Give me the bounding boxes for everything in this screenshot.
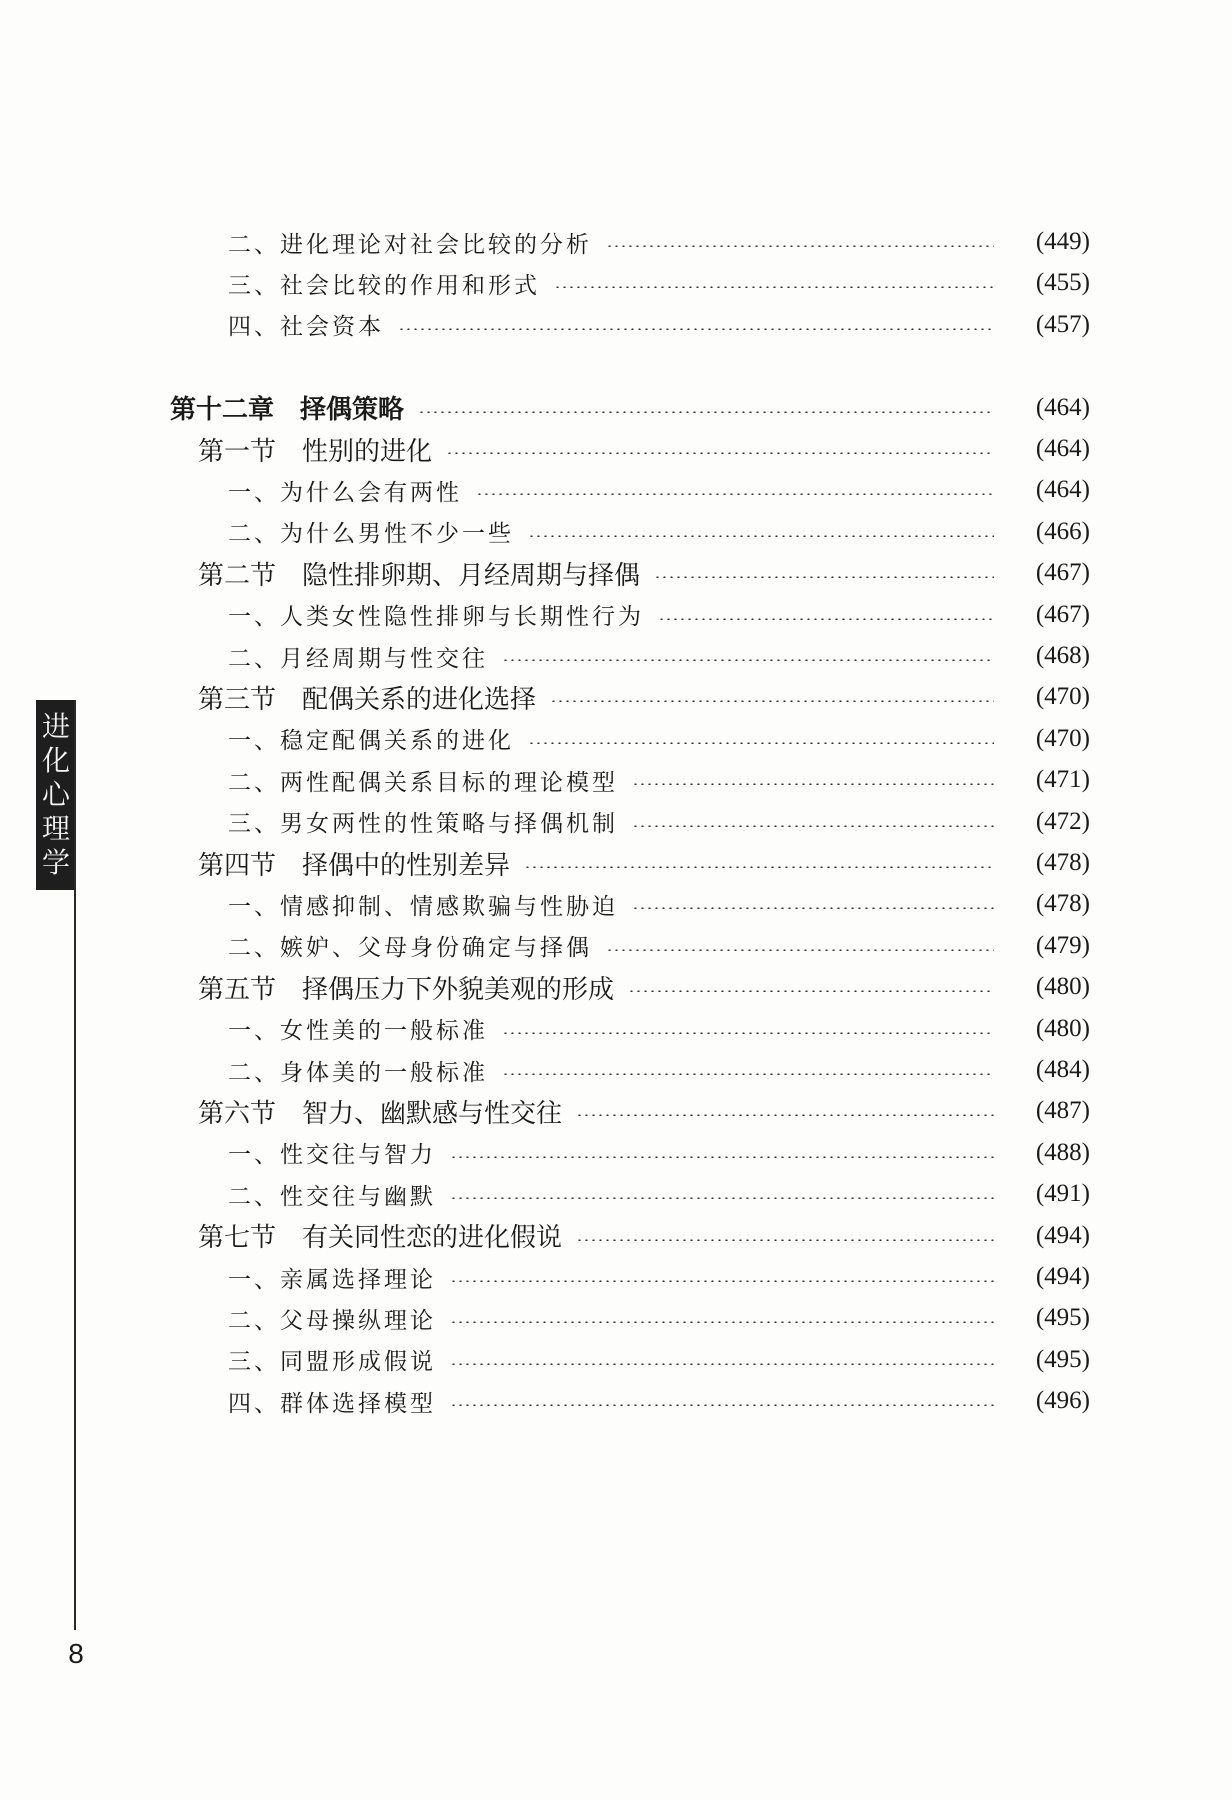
dot-leader <box>632 825 994 827</box>
toc-entry-title: 一、性交往与智力 <box>228 1142 436 1169</box>
toc-entry-item <box>170 1340 1090 1380</box>
toc-entry-page: (471) <box>1035 766 1090 794</box>
toc-entry-item <box>170 802 1090 842</box>
toc-entry-item <box>170 1381 1090 1421</box>
margin-rule <box>74 700 76 1630</box>
toc-entry-page: (480) <box>1035 973 1090 1001</box>
toc-entry-title: 三、男女两性的性策略与择偶机制 <box>228 811 618 838</box>
toc-entry-title: 二、父母操纵理论 <box>228 1307 436 1334</box>
toc-entry-section <box>170 967 1090 1007</box>
toc-entry-page: (495) <box>1035 1304 1090 1332</box>
book-title-char: 化 <box>41 744 70 777</box>
toc-entry-page: (464) <box>1035 435 1090 462</box>
dot-leader <box>450 1280 994 1282</box>
dot-leader <box>450 1363 994 1365</box>
dot-leader <box>654 576 994 578</box>
dot-leader <box>524 866 994 868</box>
toc-entry-item <box>170 1133 1090 1173</box>
toc-entry-title: 第十二章 择偶策略 <box>170 395 405 426</box>
toc-entry-title: 一、女性美的一般标准 <box>228 1018 488 1045</box>
toc-entry-page: (479) <box>1035 931 1090 959</box>
toc-entry-item <box>170 1050 1090 1090</box>
dot-leader <box>450 1197 994 1199</box>
toc-entry-item <box>170 595 1090 635</box>
toc-entry-title: 二、嫉妒、父母身份确定与择偶 <box>228 935 592 962</box>
toc-entry-page: (466) <box>1035 517 1090 545</box>
book-title-char: 学 <box>41 846 70 879</box>
toc-entry-page: (449) <box>1035 228 1090 255</box>
toc-entry-page: (470) <box>1035 683 1090 711</box>
toc-entry-title: 四、群体选择模型 <box>228 1390 436 1417</box>
toc-entry-title: 一、为什么会有两性 <box>228 479 462 506</box>
toc-entry-title: 一、稳定配偶关系的进化 <box>228 728 514 755</box>
toc-entry-title: 三、同盟形成假说 <box>228 1349 436 1376</box>
book-title-char: 进 <box>41 710 70 743</box>
dot-leader <box>502 1032 994 1034</box>
toc-entry-section <box>170 1091 1090 1131</box>
toc-entry-page: (487) <box>1035 1097 1090 1125</box>
toc-entry-page: (488) <box>1035 1138 1090 1166</box>
dot-leader <box>450 1321 994 1323</box>
toc-entry-page: (472) <box>1035 807 1090 835</box>
toc-entry-title: 二、性交往与幽默 <box>228 1183 436 1210</box>
toc-entry-title: 二、月经周期与性交往 <box>228 645 488 672</box>
toc-entry-item <box>170 512 1090 552</box>
toc-entry-item <box>170 884 1090 924</box>
toc-entry-page: (455) <box>1035 269 1090 297</box>
book-title-char: 理 <box>41 812 70 845</box>
toc-entry-item <box>170 263 1090 303</box>
book-title-char: 心 <box>41 778 70 811</box>
dot-leader <box>528 742 994 744</box>
toc-entry-item <box>170 1009 1090 1049</box>
toc-entry-title: 二、进化理论对社会比较的分析 <box>228 231 592 258</box>
toc-entry-title: 第一节 性别的进化 <box>198 436 433 467</box>
toc-entry-item <box>170 222 1090 262</box>
toc-entry-page: (470) <box>1035 724 1090 752</box>
dot-leader <box>554 286 994 288</box>
toc-entry-page: (480) <box>1035 1014 1090 1042</box>
dot-leader <box>418 411 994 413</box>
dot-leader <box>632 907 994 909</box>
toc-entry-page: (457) <box>1035 310 1090 338</box>
toc-entry-title: 二、为什么男性不少一些 <box>228 521 514 548</box>
toc-entry-title: 三、社会比较的作用和形式 <box>228 272 540 299</box>
dot-leader <box>606 949 994 951</box>
toc-entry-item <box>170 470 1090 510</box>
dot-leader <box>550 700 994 702</box>
dot-leader <box>628 990 994 992</box>
toc-entry-title: 一、人类女性隐性排卵与长期性行为 <box>228 604 644 631</box>
toc-entry-title: 二、两性配偶关系目标的理论模型 <box>228 769 618 796</box>
toc-entry-section <box>170 1216 1090 1256</box>
dot-leader <box>502 659 994 661</box>
toc-entry-title: 第二节 隐性排卵期、月经周期与择偶 <box>198 560 641 591</box>
toc-entry-item <box>170 1298 1090 1338</box>
toc-entry-page: (468) <box>1035 642 1090 669</box>
page-number: 8 <box>68 1638 84 1669</box>
toc-entry-title: 第五节 择偶压力下外貌美观的形成 <box>198 974 615 1005</box>
toc-entry-page: (464) <box>1035 393 1090 421</box>
toc-entry-item <box>170 1174 1090 1214</box>
toc-entry-item <box>170 760 1090 800</box>
dot-leader <box>476 493 994 495</box>
toc-entry-title: 四、社会资本 <box>228 314 384 341</box>
toc-entry-title: 一、亲属选择理论 <box>228 1266 436 1293</box>
toc-entry-page: (464) <box>1035 476 1090 504</box>
toc-entry-section <box>170 843 1090 883</box>
toc-entry-page: (494) <box>1035 1263 1090 1290</box>
toc-entry-page: (467) <box>1035 559 1090 587</box>
dot-leader <box>658 618 994 620</box>
dot-leader <box>606 245 994 247</box>
dot-leader <box>450 1156 994 1158</box>
toc-entry-title: 一、情感抑制、情感欺骗与性胁迫 <box>228 893 618 920</box>
toc-entry-title: 第三节 配偶关系的进化选择 <box>198 684 537 715</box>
toc-entry-title: 第六节 智力、幽默感与性交往 <box>198 1098 563 1129</box>
toc-entry-item <box>170 926 1090 966</box>
dot-leader <box>446 452 994 454</box>
dot-leader <box>632 783 994 785</box>
dot-leader <box>502 1073 994 1075</box>
toc-entry-page: (494) <box>1035 1221 1090 1249</box>
toc-entry-page: (484) <box>1035 1056 1090 1083</box>
toc-entry-item <box>170 305 1090 345</box>
toc-entry-page: (495) <box>1035 1345 1090 1373</box>
toc-entry-page: (467) <box>1035 600 1090 628</box>
toc-entry-item <box>170 1257 1090 1297</box>
toc-entry-item <box>170 719 1090 759</box>
toc-entry-title: 二、身体美的一般标准 <box>228 1059 488 1086</box>
toc-entry-section <box>170 677 1090 717</box>
dot-leader <box>576 1239 994 1241</box>
toc-entry-page: (496) <box>1035 1387 1090 1415</box>
toc-entry-section <box>170 553 1090 593</box>
toc-entry-page: (478) <box>1035 849 1090 876</box>
toc-entry-title: 第四节 择偶中的性别差异 <box>198 850 511 881</box>
toc-entry-section <box>170 429 1090 469</box>
dot-leader <box>528 535 994 537</box>
toc-entry-page: (478) <box>1035 890 1090 918</box>
dot-leader <box>398 328 994 330</box>
toc-entry-title: 第七节 有关同性恋的进化假说 <box>198 1223 563 1254</box>
toc-entry-chapter <box>170 388 1090 428</box>
dot-leader <box>450 1404 994 1406</box>
dot-leader <box>576 1114 994 1116</box>
toc-entry-page: (491) <box>1035 1180 1090 1208</box>
toc-entry-item <box>170 636 1090 676</box>
book-title-tab <box>36 700 76 890</box>
